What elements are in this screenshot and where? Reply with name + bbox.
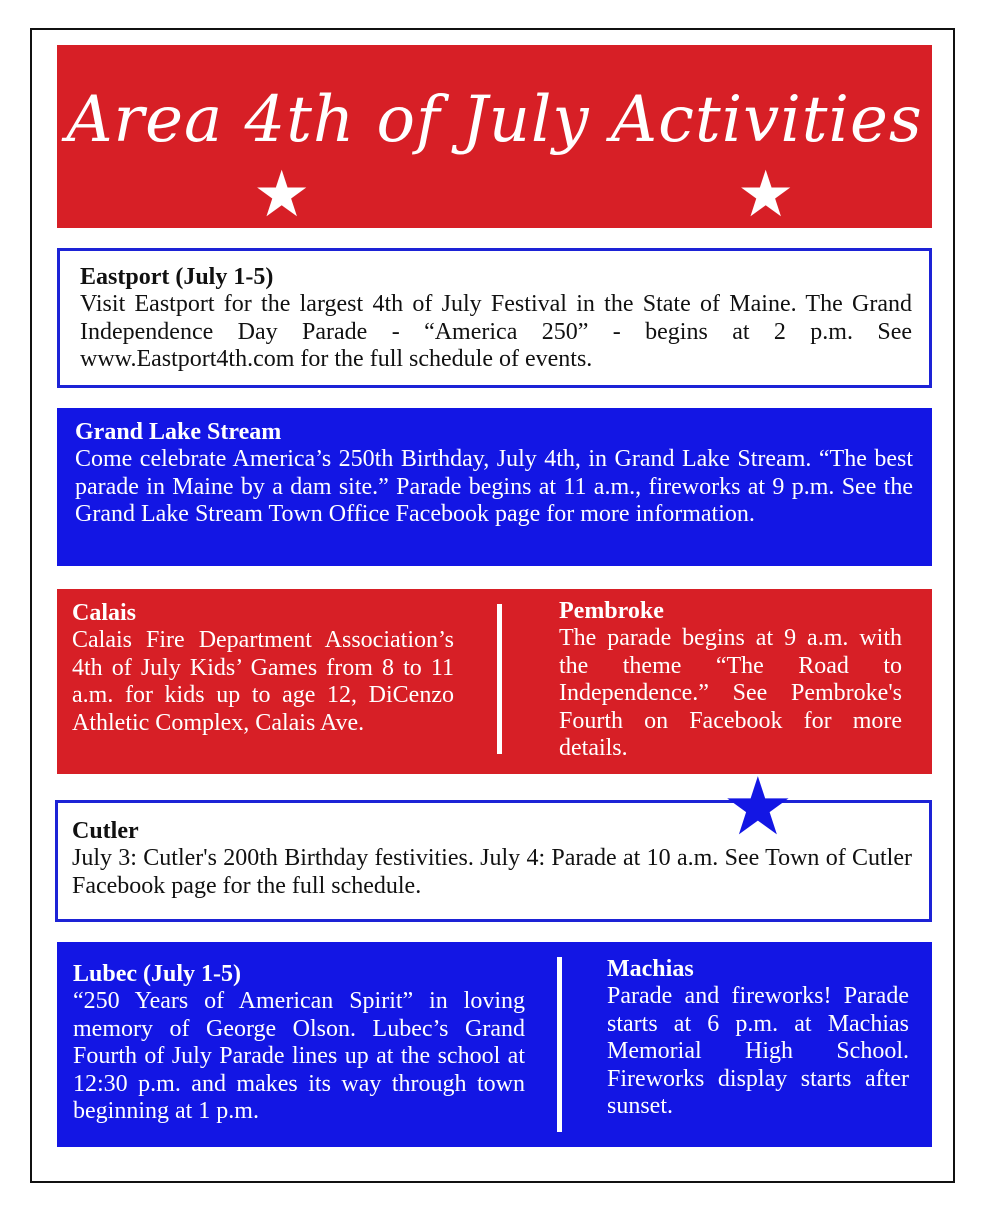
section-pembroke (559, 597, 902, 763)
section-body: Parade and fireworks! Parade starts at 6 p.m. at Machias Memorial High School. Fireworks display starts after sunset. (607, 983, 909, 1119)
section-eastport (57, 248, 932, 388)
star-icon: ★ (722, 760, 794, 853)
section-body: Visit Eastport for the largest 4th of July Festival in the State of Maine. The Grand Independence Day Parade - “America 250” - begins at 2 p.m. See www.Eastport4th.com for the full schedule of events. (80, 291, 912, 372)
section-body: Come celebrate America’s 250th Birthday, July 4th, in Grand Lake Stream. “The best parade in Maine by a dam site.” Parade begins at 11 a.m., fireworks at 9 p.m. See the Grand Lake Stream Town Office Facebook page for more information. (75, 446, 913, 527)
section-body: “250 Years of American Spirit” in loving memory of George Olson. Lubec’s Grand Fourth of July Parade lines up at the school at 12:30 p.m. and makes its way through town beginning at 1 p.m. (73, 988, 525, 1124)
section-grand-lake-stream (57, 408, 932, 566)
page-title: Area 4th of July Activities (66, 83, 923, 157)
title-banner (57, 45, 932, 232)
section-title: Lubec (July 1-5) (73, 961, 241, 987)
section-lubec-machias (57, 942, 932, 1147)
section-machias (607, 955, 909, 1121)
section-calais (72, 599, 454, 737)
star-icon: ★ (737, 158, 795, 232)
section-title: Cutler (72, 818, 139, 844)
section-body: July 3: Cutler's 200th Birthday festivities. July 4: Parade at 10 a.m. See Town of Cutler Facebook page for the full schedule. (72, 845, 912, 899)
section-lubec (73, 960, 525, 1126)
column-divider (497, 604, 502, 754)
section-body: Calais Fire Department Association’s 4th of July Kids’ Games from 8 to 11 a.m. for kids up to age 12, DiCenzo Athletic Complex, Calais Ave. (72, 627, 454, 736)
section-title: Machias (607, 956, 694, 982)
section-title: Eastport (July 1-5) (80, 264, 274, 290)
star-icon: ★ (253, 158, 311, 232)
section-title: Grand Lake Stream (75, 419, 282, 445)
section-title: Pembroke (559, 598, 664, 624)
section-body: The parade begins at 9 a.m. with the theme “The Road to Independence.” See Pembroke's Fourth on Facebook for more details. (559, 625, 902, 761)
section-cutler (55, 800, 932, 922)
section-title: Calais (72, 600, 137, 626)
column-divider (557, 957, 562, 1132)
section-calais-pembroke (57, 589, 932, 774)
